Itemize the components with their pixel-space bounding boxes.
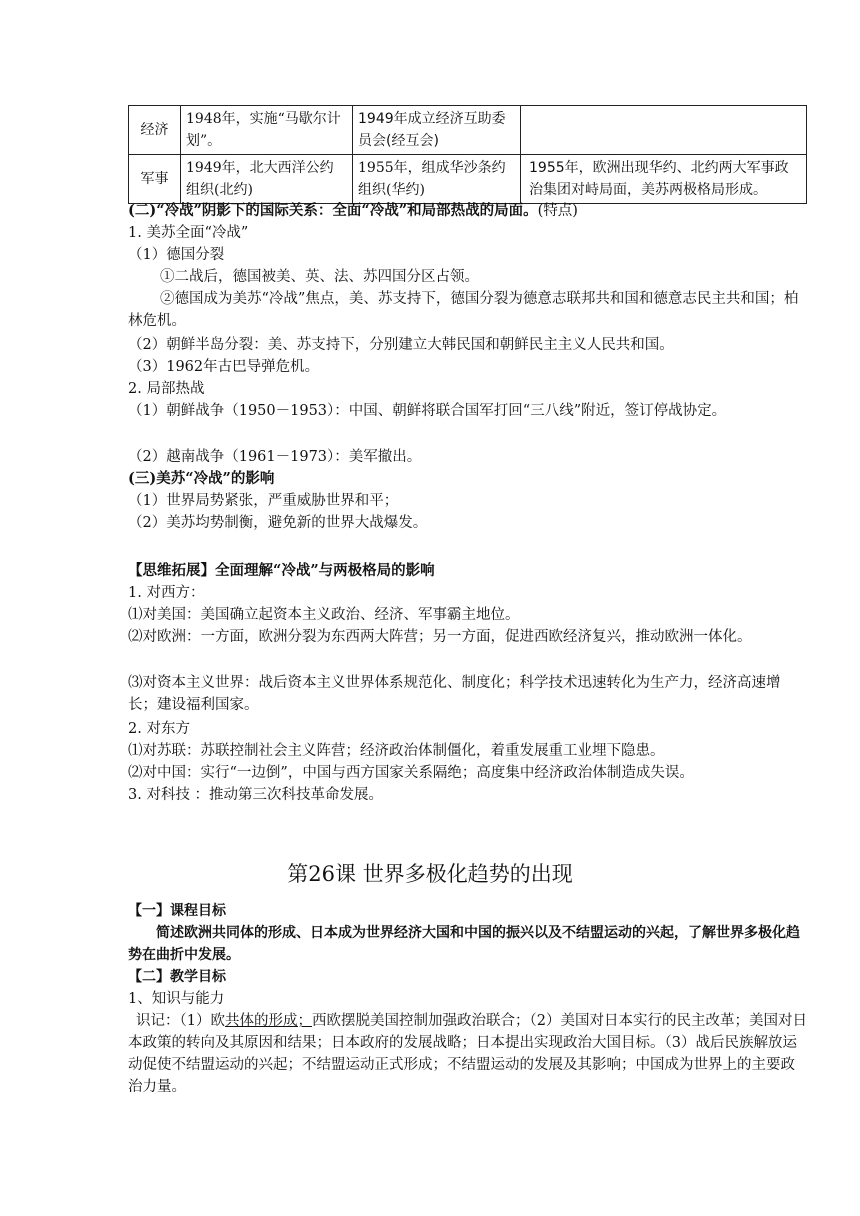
underlined-text: 共体的形成； xyxy=(224,1013,312,1029)
table-row xyxy=(129,106,807,155)
paragraph: ⑴对苏联：苏联控制社会主义阵营；经济政治体制僵化，着重发展重工业埋下隐患。 xyxy=(128,743,665,759)
paragraph: ⑴对美国：美国确立起资本主义政治、经济、军事霸主地位。 xyxy=(128,607,520,623)
paragraph: （1）德国分裂 xyxy=(128,247,225,263)
teaching-heading: 【二】教学目标 xyxy=(128,969,226,985)
cold-war-table xyxy=(128,105,807,204)
table-cell-result: 1955年，欧洲出现华约、北约两大军事政治集团对峙局面，美苏两极格局形成。 xyxy=(521,155,807,204)
section-heading: (三)美苏“冷战”的影响 xyxy=(128,470,275,487)
table-row xyxy=(129,155,807,204)
paragraph: 1. 美苏全面“冷战” xyxy=(128,225,249,241)
table-cell-category: 军事 xyxy=(129,155,181,204)
table-cell-ussr: 1949年成立经济互助委员会(经互会) xyxy=(353,106,521,155)
table-cell-us: 1949年，北大西洋公约组织(北约) xyxy=(181,155,353,204)
paragraph: 1、知识与能力 xyxy=(128,991,225,1007)
goal-heading: 【一】课程目标 xyxy=(128,903,226,919)
table-cell-us: 1948年，实施“马歇尔计划”。 xyxy=(181,106,353,155)
section-heading xyxy=(128,200,808,222)
lesson-title: 第26课 世界多极化趋势的出现 xyxy=(287,862,573,886)
paragraph: （2）朝鲜半岛分裂：美、苏支持下，分别建立大韩民国和朝鲜民主主义人民共和国。 xyxy=(128,337,674,353)
table-cell-result xyxy=(521,106,807,155)
paragraph: （1）世界局势紧张，严重威胁世界和平； xyxy=(128,493,399,509)
paragraph: ①二战后，德国被美、英、法、苏四国分区占领。 xyxy=(160,269,479,285)
table-cell-ussr: 1955年，组成华沙条约组织(华约) xyxy=(353,155,521,204)
paragraph: （2）美苏均势制衡，避免新的世界大战爆发。 xyxy=(128,515,428,531)
paragraph: （1）朝鲜战争（1950－1953）：中国、朝鲜将联合国军打回“三八线”附近，签订停战协定。 xyxy=(128,403,727,419)
paragraph: 1. 对西方： xyxy=(128,585,205,601)
paragraph: ②德国成为美苏“冷战”焦点，美、苏支持下，德国分裂为德意志联邦共和国和德意志民主共和国；柏林危机。 xyxy=(128,291,799,329)
paragraph: 2. 对东方 xyxy=(128,721,190,737)
paragraph: ⑵对欧洲：一方面，欧洲分裂为东西两大阵营；另一方面，促进西欧经济复兴，推动欧洲一体化。 xyxy=(128,629,752,645)
text-run: 识记：（1）欧 xyxy=(136,1013,225,1029)
paragraph: 3. 对科技 ：推动第三次科技革命发展。 xyxy=(128,787,384,803)
text-run: 西欧摆脱美国控制加强政治联合；（2）美国对日本实行的民主改革；美国对日本政策的转向及其原因和结果；日本政府的发展战略；日本提出实现政治大国目标。（3）战后民族解放运动促使不结盟运动的兴起；不结盟运动正式形成；不结盟运动的发展及其影响；中国成为世界上的主要政治力量。 xyxy=(128,1013,807,1095)
section-heading-text: (二)“冷战”阴影下的国际关系：全面“冷战”和局部热战的局面。 xyxy=(128,202,538,219)
section-heading-note: (特点) xyxy=(537,203,578,219)
paragraph: 2. 局部热战 xyxy=(128,381,205,397)
paragraph: ⑵对中国：实行“一边倒”，中国与西方国家关系隔绝；高度集中经济政治体制造成失误。 xyxy=(128,765,694,781)
paragraph: ⑶对资本主义世界：战后资本主义世界体系规范化、制度化；科学技术迅速转化为生产力，经济高速增长；建设福利国家。 xyxy=(128,675,781,713)
paragraph: （2）越南战争（1961－1973）：美军撤出。 xyxy=(128,449,422,465)
paragraph xyxy=(128,1010,808,1098)
paragraph: （3）1962年古巴导弹危机。 xyxy=(128,359,320,375)
extension-heading: 【思维拓展】全面理解“冷战”与两极格局的影响 xyxy=(128,562,435,579)
goal-text: 简述欧洲共同体的形成、日本成为世界经济大国和中国的振兴以及不结盟运动的兴起，了解世界多极化趋势在曲折中发展。 xyxy=(128,925,800,963)
table-cell-category: 经济 xyxy=(129,106,181,155)
